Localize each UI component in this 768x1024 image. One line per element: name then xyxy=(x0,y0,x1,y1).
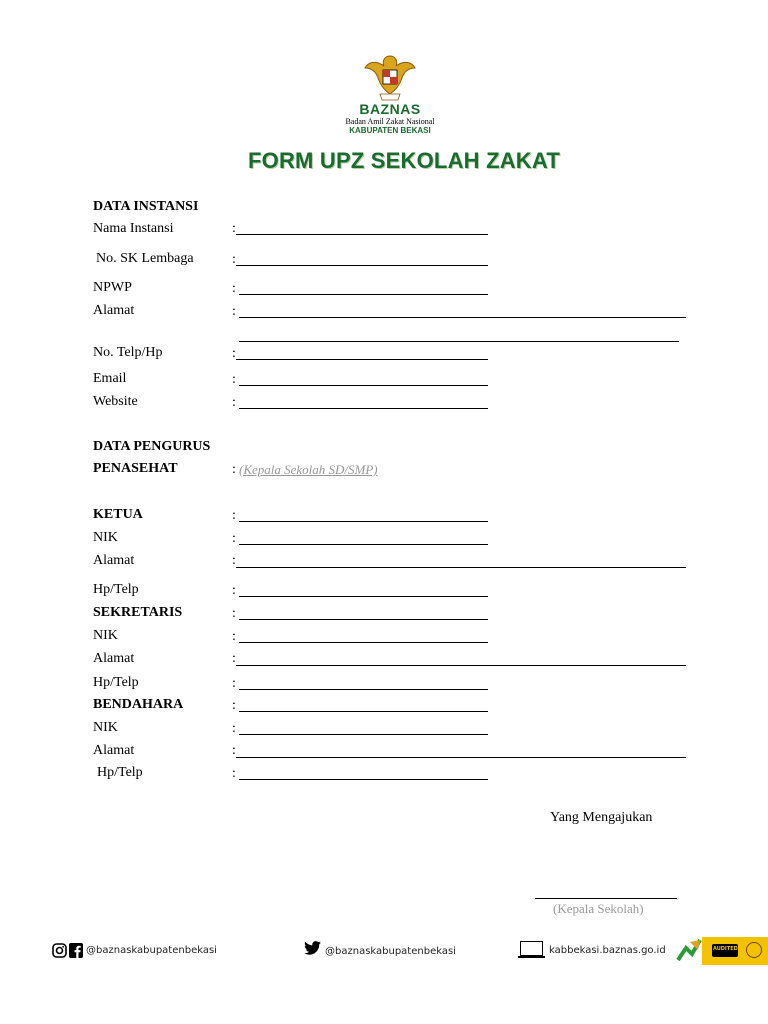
field-ketua-alamat[interactable] xyxy=(236,567,686,568)
label-sekretaris: SEKRETARIS xyxy=(93,605,183,620)
label-sekretaris-hp: Hp/Telp xyxy=(93,675,139,690)
label-alamat: Alamat xyxy=(93,303,135,318)
field-website[interactable] xyxy=(239,408,488,409)
colon: : xyxy=(232,766,236,781)
field-sekretaris-hp[interactable] xyxy=(239,689,488,690)
section-heading-instansi: DATA INSTANSI xyxy=(93,199,199,214)
field-alamat-line-2[interactable] xyxy=(239,341,679,342)
signature-role: (Kepala Sekolah) xyxy=(553,901,644,916)
label-ketua-nik: NIK xyxy=(93,530,118,545)
field-sekretaris[interactable] xyxy=(239,619,488,620)
label-website: Website xyxy=(93,394,138,409)
instagram-icon[interactable] xyxy=(52,943,67,958)
colon: : xyxy=(232,676,236,691)
twitter-icon[interactable] xyxy=(304,941,321,955)
field-sekretaris-alamat[interactable] xyxy=(236,665,686,666)
partner-logo-icon xyxy=(676,938,702,964)
colon: : xyxy=(232,583,236,598)
colon: : xyxy=(232,606,236,621)
field-bendahara-nik[interactable] xyxy=(239,734,488,735)
label-ketua: KETUA xyxy=(93,507,143,522)
field-bendahara-hp[interactable] xyxy=(239,779,488,780)
laptop-icon xyxy=(520,941,543,956)
label-bendahara-alamat: Alamat xyxy=(93,743,135,758)
garuda-emblem-icon xyxy=(362,50,418,104)
label-nama-instansi: Nama Instansi xyxy=(93,221,174,236)
colon: : xyxy=(232,721,236,736)
brand-name: BAZNAS xyxy=(359,101,421,117)
colon: : xyxy=(232,252,236,267)
facebook-icon[interactable] xyxy=(69,943,83,958)
field-ketua-nik[interactable] xyxy=(239,544,488,545)
colon: : xyxy=(232,221,236,236)
label-ketua-hp: Hp/Telp xyxy=(93,582,139,597)
colon: : xyxy=(232,743,236,758)
colon: : xyxy=(232,531,236,546)
laptop-base-icon xyxy=(518,956,545,958)
label-sekretaris-alamat: Alamat xyxy=(93,651,135,666)
instagram-handle[interactable]: @baznaskabupatenbekasi xyxy=(86,945,217,956)
website-link[interactable]: kabbekasi.baznas.go.id xyxy=(549,945,666,956)
field-no-sk[interactable] xyxy=(236,265,488,266)
colon: : xyxy=(232,553,236,568)
label-ketua-alamat: Alamat xyxy=(93,553,135,568)
label-bendahara-nik: NIK xyxy=(93,720,118,735)
field-telp[interactable] xyxy=(236,359,488,360)
field-bendahara[interactable] xyxy=(239,711,488,712)
colon: : xyxy=(232,629,236,644)
seal-icon xyxy=(746,942,762,958)
label-sekretaris-nik: NIK xyxy=(93,628,118,643)
field-email[interactable] xyxy=(239,385,488,386)
label-bendahara: BENDAHARA xyxy=(93,697,184,712)
colon: : xyxy=(232,281,236,296)
field-alamat-line-1[interactable] xyxy=(239,317,686,318)
colon: : xyxy=(232,304,236,319)
field-npwp[interactable] xyxy=(239,294,488,295)
field-sekretaris-nik[interactable] xyxy=(239,642,488,643)
form-title: FORM UPZ SEKOLAH ZAKAT xyxy=(248,148,560,173)
label-telp: No. Telp/Hp xyxy=(93,345,163,360)
colon: : xyxy=(232,372,236,387)
field-nama-instansi[interactable] xyxy=(236,234,488,235)
audited-text: AUDITED xyxy=(713,946,738,952)
colon: : xyxy=(232,508,236,523)
brand-subtitle: Badan Amil Zakat Nasional xyxy=(345,117,435,126)
field-bendahara-alamat[interactable] xyxy=(236,757,686,758)
label-no-sk: No. SK Lembaga xyxy=(96,251,194,266)
label-penasehat: PENASEHAT xyxy=(93,461,178,476)
brand-region: KABUPATEN BEKASI xyxy=(349,126,431,135)
colon: : xyxy=(232,462,236,477)
audited-badge xyxy=(702,937,768,965)
colon: : xyxy=(232,395,236,410)
signature-line[interactable] xyxy=(535,898,677,899)
field-ketua[interactable] xyxy=(239,521,488,522)
colon: : xyxy=(232,346,236,361)
colon: : xyxy=(232,651,236,666)
penasehat-hint: (Kepala Sekolah SD/SMP) xyxy=(239,462,378,477)
label-npwp: NPWP xyxy=(93,280,132,295)
label-bendahara-hp: Hp/Telp xyxy=(97,765,143,780)
twitter-handle[interactable]: @baznaskabupatenbekasi xyxy=(325,946,456,957)
field-ketua-hp[interactable] xyxy=(239,596,488,597)
section-heading-pengurus: DATA PENGURUS xyxy=(93,439,211,454)
signature-label: Yang Mengajukan xyxy=(550,810,653,825)
colon: : xyxy=(232,698,236,713)
label-email: Email xyxy=(93,371,127,386)
